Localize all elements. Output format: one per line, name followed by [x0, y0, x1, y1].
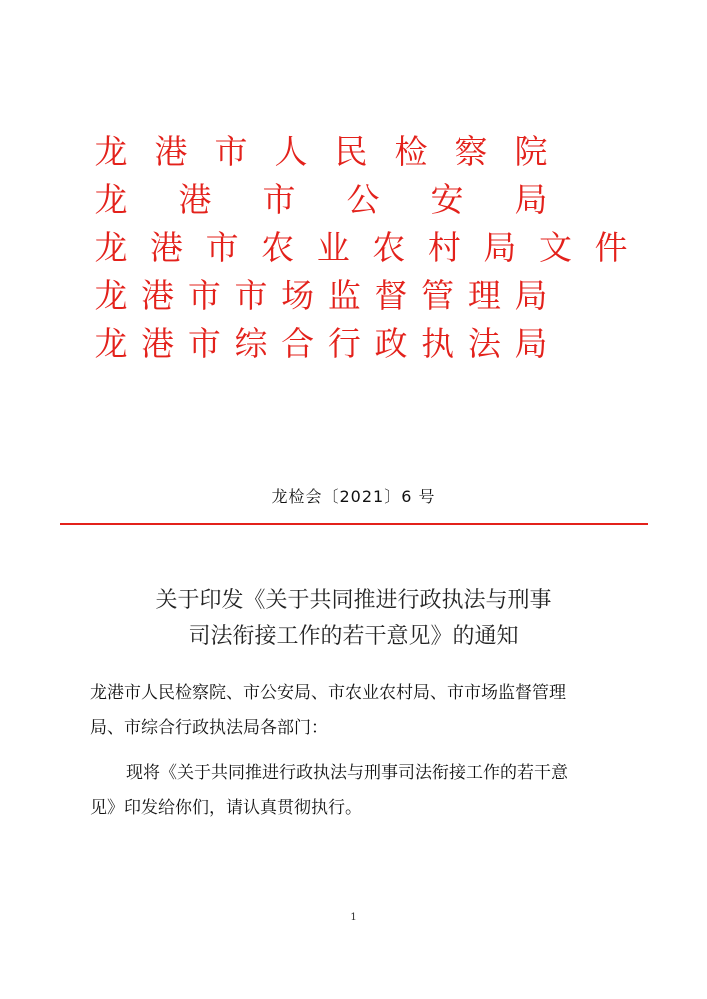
issuer-administrative-enforcement: [92, 324, 652, 372]
issuer-character: 农: [261, 228, 295, 267]
issuer-character: 港: [141, 276, 175, 315]
document-title: [0, 583, 707, 655]
issuer-character: 农: [372, 228, 406, 267]
issuer-character: 公: [346, 180, 380, 219]
issuer-character: 合: [281, 324, 315, 363]
issuer-public-security: [92, 180, 652, 228]
title-line: 司法衔接工作的若干意见》的通知: [188, 624, 519, 649]
issuer-character: 督: [374, 276, 408, 315]
issuer-character: 龙: [94, 180, 128, 219]
body-line: 见》印发给你们，请认真贯彻执行。: [90, 798, 362, 818]
issuer-character: 港: [178, 180, 212, 219]
issuer-character: 港: [141, 324, 175, 363]
issuer-character: 港: [154, 132, 188, 171]
issuer-character: 安: [430, 180, 464, 219]
issuer-character: 市: [205, 228, 239, 267]
issuer-character: 人: [274, 132, 308, 171]
issuer-character: 场: [281, 276, 315, 315]
issuer-character: 局: [514, 324, 548, 363]
document-number: 龙检会〔2021〕6 号: [271, 487, 436, 506]
issuer-character: 理: [467, 276, 501, 315]
issuer-agriculture-bureau: [92, 228, 652, 276]
issuer-character: 检: [394, 132, 428, 171]
title-line: 关于印发《关于共同推进行政执法与刑事: [155, 588, 552, 613]
issuer-character: 行: [327, 324, 361, 363]
issuer-character: 港: [150, 228, 184, 267]
issuing-authorities: [92, 132, 652, 372]
issuer-procuratorate: [92, 132, 652, 180]
issuer-character: 局: [514, 276, 548, 315]
issuer-character: 局: [514, 180, 548, 219]
issuer-character: 市: [187, 276, 221, 315]
body-text: [90, 756, 650, 826]
issuer-character: 文: [538, 228, 572, 267]
issuer-character: 市: [234, 276, 268, 315]
issuer-character: 法: [467, 324, 501, 363]
issuer-character: 民: [334, 132, 368, 171]
issuer-character: 业: [316, 228, 350, 267]
issuer-character: 察: [454, 132, 488, 171]
red-separator-line: [60, 523, 648, 525]
issuer-character: 监: [327, 276, 361, 315]
addressee-line: 局、市综合行政执法局各部门：: [90, 718, 328, 738]
issuer-character: 市: [214, 132, 248, 171]
issuer-market-supervision: [92, 276, 652, 324]
issuer-character: 管: [421, 276, 455, 315]
addressee-line: 龙港市人民检察院、市公安局、市农业农村局、市市场监督管理: [90, 683, 566, 703]
issuer-character: 龙: [94, 324, 128, 363]
addressee: [90, 676, 650, 746]
issuer-character: 龙: [94, 132, 128, 171]
issuer-character: 村: [427, 228, 461, 267]
issuer-character: 执: [421, 324, 455, 363]
issuer-character: 综: [234, 324, 268, 363]
issuer-character: 件: [594, 228, 628, 267]
issuer-character: 院: [514, 132, 548, 171]
issuer-character: 局: [483, 228, 517, 267]
issuer-character: 龙: [94, 228, 128, 267]
page-number: 1: [350, 912, 357, 923]
body-line: 现将《关于共同推进行政执法与刑事司法衔接工作的若干意: [126, 763, 568, 783]
issuer-character: 市: [262, 180, 296, 219]
issuer-character: 市: [187, 324, 221, 363]
issuer-character: 政: [374, 324, 408, 363]
issuer-character: 龙: [94, 276, 128, 315]
